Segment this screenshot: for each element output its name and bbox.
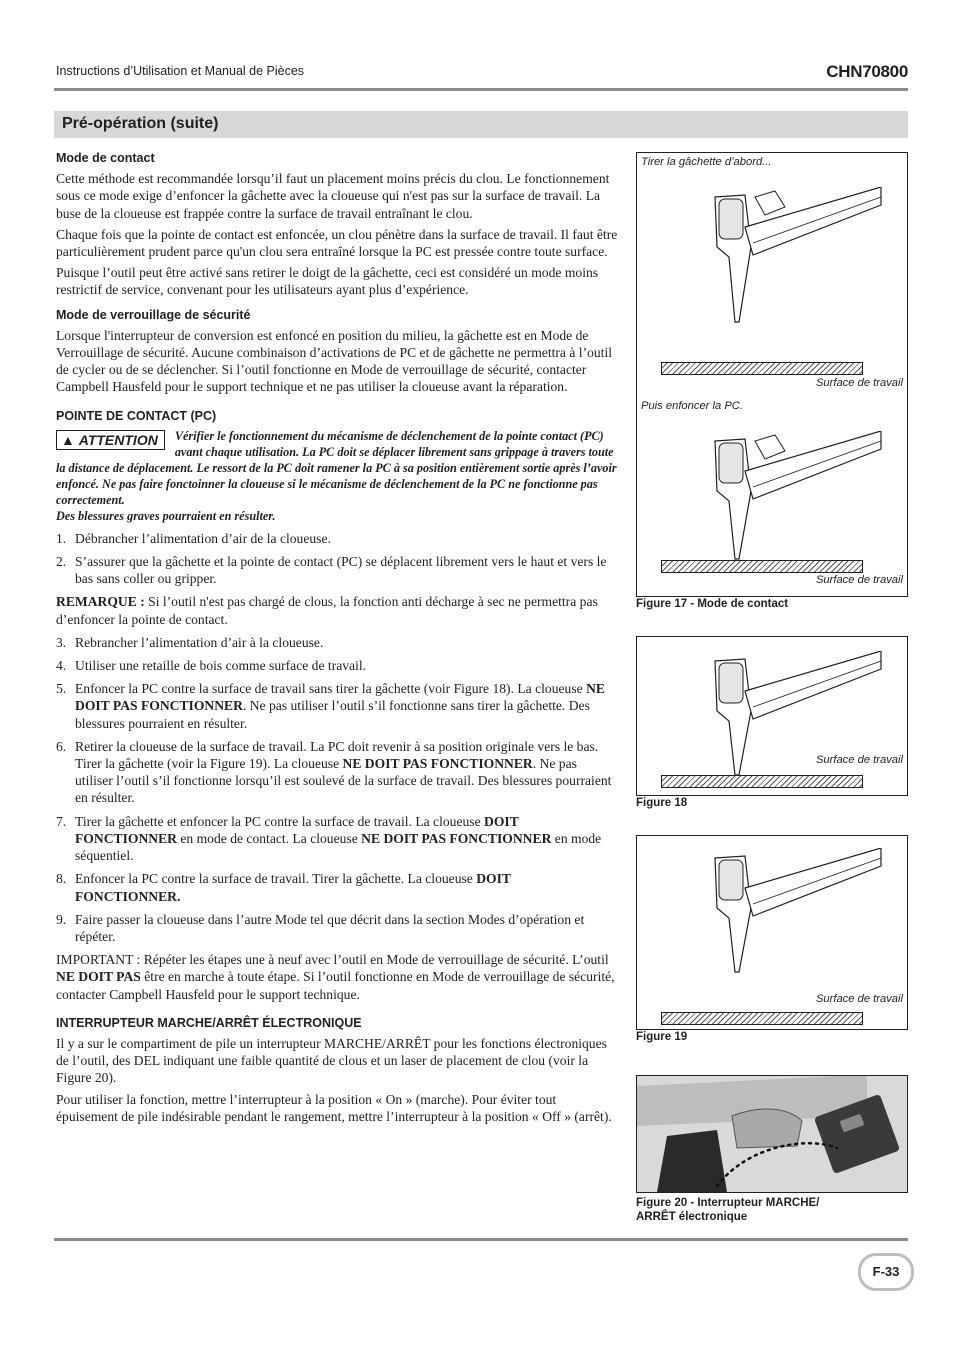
heading-mode-verrouillage: Mode de verrouillage de sécurité (56, 307, 251, 322)
figure-18-caption: Figure 18 (636, 797, 688, 809)
battery-switch-photo (637, 1076, 907, 1192)
remarque-note: REMARQUE : Si l’outil n'est pas chargé de clous, la fonction anti décharge à sec ne permettra pas d’enfoncer la pointe de contact. (56, 594, 598, 627)
attention-warning (56, 428, 618, 524)
fig17-label-top: Tirer la gâchette d’abord... (641, 156, 772, 168)
list-item: 5. Enfoncer la PC contre la surface de travail sans tirer la gâchette (voir Figure 18). La cloueuse NE DOIT PAS FONCTIONNER. Ne pas utiliser l’outil s’il fonctionne sans tirer la gâchette. Des blessures pourraient en résulter. (56, 681, 605, 731)
figure-19-box (636, 835, 908, 1030)
heading-mode-contact: Mode de contact (56, 151, 155, 165)
bottom-divider (54, 1238, 908, 1241)
fig17-label-mid: Puis enfoncer la PC. (641, 400, 743, 412)
figure-19-caption: Figure 19 (636, 1031, 688, 1043)
nailer-illustration (705, 848, 885, 978)
fig17-surface-label-1: Surface de travail (815, 377, 903, 389)
heading-interrupteur: INTERRUPTEUR MARCHE/ARRÊT ÉLECTRONIQUE (56, 1015, 362, 1030)
list-item: 7. Tirer la gâchette et enfoncer la PC contre la surface de travail. La cloueuse DOIT FONCTIONNER en mode de contact. La cloueuse NE DOIT PAS FONCTIONNER en mode séquentiel. (56, 813, 602, 864)
attention-label: ATTENTION (78, 431, 158, 448)
page-number: F-33 (858, 1253, 914, 1291)
heading-pointe-contact: POINTE DE CONTACT (PC) (56, 408, 217, 423)
fig17-surface-label-2: Surface de travail (815, 574, 903, 586)
list-item: 6. Retirer la cloueuse de la surface de travail. La PC doit revenir à sa position originale vers le bas. Tirer la gâchette (voir la Figure 19). La cloueuse NE DOIT PAS FONCTIONNER. Ne pas utiliser l’outil s’il fonctionne lorsqu’il est soulevé de la surface de travail. Des blessures pourraient en résulter. (56, 738, 612, 806)
paragraph: Pour utiliser la fonction, mettre l’interrupteur à la position « On » (marche). Pour éviter tout épuisement de pile indésirable pendant le rangement, mettre l’interrupteur à la position « Off » (arrêt). (56, 1091, 612, 1124)
paragraph: Il y a sur le compartiment de pile un interrupteur MARCHE/ARRÊT pour les fonctions électroniques de l’outil, des DEL indiquant une faible quantité de clous et un laser de placement de clou (voir la Figure 20). (56, 1035, 607, 1086)
figure-17-caption: Figure 17 - Mode de contact (636, 598, 789, 610)
list-item: 1. Débrancher l’alimentation d’air de la cloueuse. (56, 530, 331, 546)
top-divider (54, 88, 908, 91)
list-item: 9. Faire passer la cloueuse dans l’autre Mode tel que décrit dans la section Modes d’opération et répéter. (56, 911, 585, 944)
list-item: 3. Rebrancher l’alimentation d’air à la cloueuse. (56, 634, 324, 650)
warning-triangle-icon: ▲ (61, 431, 75, 448)
figure-20-caption: Figure 20 - Interrupteur MARCHE/ ARRÊT électronique (636, 1197, 820, 1223)
fig18-surface-label: Surface de travail (815, 754, 903, 766)
paragraph: Puisque l’outil peut être activé sans retirer le doigt de la gâchette, ceci est considéré un mode moins restrictif de service, convenant pour les utilisateurs ayant plus d’expérience. (56, 265, 599, 298)
warning-tail: Des blessures graves pourraient en résulter. (56, 508, 276, 523)
document-title: Instructions d’Utilisation et Manual de Pièces (56, 64, 305, 78)
paragraph: Chaque fois que la pointe de contact est enfoncée, un clou pénètre dans la surface de travail. Il faut être particulièrement prudent parce qu'un clou sera entraîné lorsque la PC est pressée contre toute surface. (56, 226, 618, 260)
list-item: 4. Utiliser une retaille de bois comme surface de travail. (56, 658, 367, 674)
work-surface (661, 775, 863, 788)
model-number: CHN70800 (826, 62, 908, 81)
figure-17-box (636, 152, 908, 597)
section-header (54, 111, 908, 138)
list-item: 8. Enfoncer la PC contre la surface de travail. Tirer la gâchette. La cloueuse DOIT FONCTIONNER. (56, 871, 511, 904)
figure-20-photo (636, 1075, 908, 1193)
paragraph: Cette méthode est recommandée lorsqu’il faut un placement moins précis du clou. Le fonctionnement sous ce mode exige d’enfoncer la gâchette avec la cloueuse qui n'est pas sur la surface de travail. La buse de la cloueuse est frappée contre la surface de travail entraînant le clou. (56, 171, 610, 221)
warning-text: Vérifier le fonctionnement du mécanisme de déclenchement de la pointe contact (PC) avant chaque utilisation. La PC doit se déplacer librement sans grippage à travers toute la distance de déplacement. Le ressort de la PC doit ramener la PC à sa position entièrement sortie après l’avoir enfoncé. Ne pas faire fonctoinner la cloueuse si le mécanisme de déclenchement de la PC ne fonctionne pas correctement. (56, 428, 617, 507)
fig19-surface-label: Surface de travail (815, 993, 903, 1005)
list-item: 2. S’assurer que la gâchette et la pointe de contact (PC) se déplacent librement vers le haut et vers le bas sans coller ou gripper. (56, 554, 607, 587)
main-text-column (56, 150, 618, 1129)
work-surface (661, 560, 863, 573)
important-note: IMPORTANT : Répéter les étapes une à neuf avec l’outil en Mode de verrouillage de sécurité. L’outil NE DOIT PAS être en marche à toute étape. Si l’outil fonctionne en Mode de verrouillage de sécurité, contacter Campbell Hausfeld pour le support technique. (56, 952, 615, 1002)
figure-18-box (636, 636, 908, 796)
nailer-illustration (705, 187, 885, 327)
steps-list-continued (56, 634, 618, 945)
work-surface (661, 1012, 863, 1025)
section-title: Pré-opération (suite) (62, 115, 219, 132)
attention-badge (56, 430, 165, 450)
nailer-illustration (705, 431, 885, 561)
work-surface (661, 362, 863, 375)
steps-list (56, 530, 618, 588)
paragraph: Lorsque l'interrupteur de conversion est enfoncé en position du milieu, la gâchette est en Mode de Verrouillage de sécurité. Aucune combinaison d’activations de PC et de gâchette ne permettra à l’outil de cycler ou de se déclencher. Si l’outil fonctionne en Mode de verrouillage de sécurité, contacter Campbell Hausfeld pour le support technique et ne pas utiliser la cloueuse avant la réparation. (56, 327, 613, 395)
